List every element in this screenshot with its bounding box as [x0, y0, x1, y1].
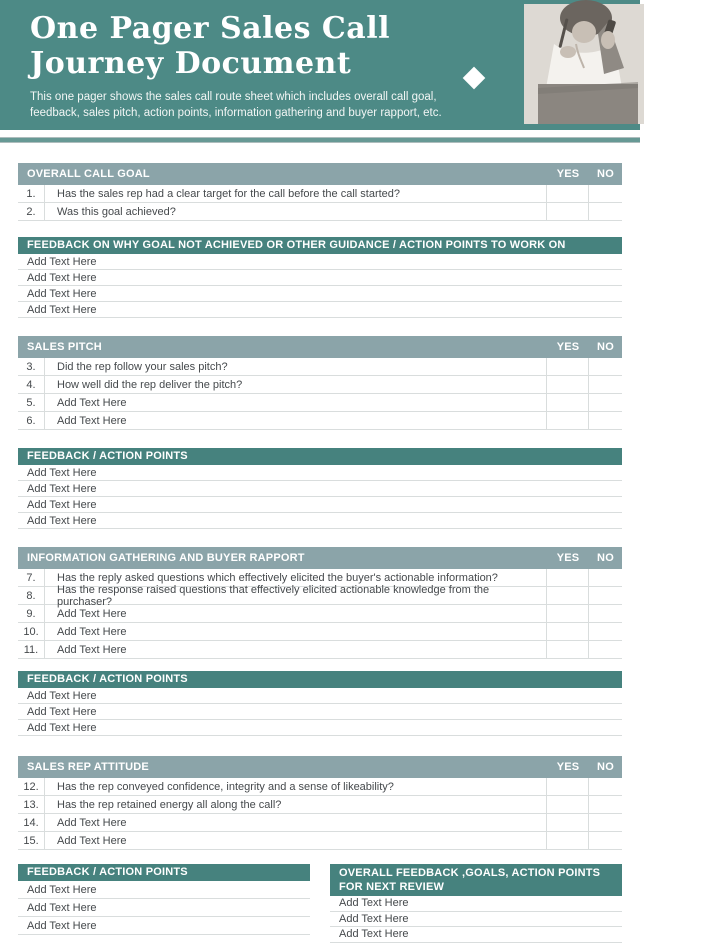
yes-column-header: YES: [556, 168, 580, 180]
no-cell[interactable]: [589, 587, 622, 604]
no-cell[interactable]: [589, 569, 622, 586]
section-title: SALES REP ATTITUDE: [27, 761, 149, 773]
yes-cell[interactable]: [547, 832, 589, 849]
section-sales-rep-attitude: [18, 756, 622, 850]
page-subtitle: This one pager shows the sales call route sheet which includes overall call goal, feedback, sales pitch, action points, information gathering and buyer rapport, etc.: [30, 91, 442, 119]
row-number: 5.: [18, 394, 45, 411]
yes-cell[interactable]: [547, 641, 589, 658]
row-number: 13.: [18, 796, 45, 813]
add-text-placeholder[interactable]: Add Text Here: [45, 641, 547, 658]
bottom-columns: [18, 864, 622, 943]
add-text-row[interactable]: Add Text Here: [18, 286, 622, 302]
row-number: 4.: [18, 376, 45, 393]
photo-diamond-frame: [525, 5, 644, 124]
section-info-feedback: [18, 671, 622, 736]
no-cell[interactable]: [589, 203, 622, 220]
no-column-header: NO: [597, 168, 614, 180]
yes-cell[interactable]: [547, 796, 589, 813]
yes-column-header: YES: [556, 552, 580, 564]
checklist-row: [18, 832, 622, 850]
section-header: FEEDBACK / ACTION POINTS: [18, 671, 622, 688]
add-text-row[interactable]: Add Text Here: [18, 465, 622, 481]
no-cell[interactable]: [589, 778, 622, 795]
yes-cell[interactable]: [547, 814, 589, 831]
no-cell[interactable]: [589, 394, 622, 411]
yes-cell[interactable]: [547, 778, 589, 795]
no-cell[interactable]: [589, 641, 622, 658]
yes-cell[interactable]: [547, 185, 589, 202]
add-text-row[interactable]: Add Text Here: [330, 912, 622, 928]
add-text-placeholder[interactable]: Add Text Here: [45, 832, 547, 849]
add-text-row[interactable]: Add Text Here: [18, 720, 622, 736]
page-title: [30, 12, 460, 81]
question-text: Was this goal achieved?: [45, 203, 547, 220]
checklist-row: [18, 814, 622, 832]
no-cell[interactable]: [589, 376, 622, 393]
question-text: Has the sales rep had a clear target for the call before the call started?: [45, 185, 547, 202]
add-text-row[interactable]: Add Text Here: [18, 497, 622, 513]
checklist-row: [18, 358, 622, 376]
yes-cell[interactable]: [547, 376, 589, 393]
add-text-placeholder[interactable]: Add Text Here: [45, 394, 547, 411]
row-number: 3.: [18, 358, 45, 375]
no-cell[interactable]: [589, 412, 622, 429]
checklist-row: [18, 583, 622, 608]
checklist-row: [18, 796, 622, 814]
add-text-placeholder[interactable]: Add Text Here: [45, 623, 547, 640]
question-text: Has the rep conveyed confidence, integrity and a sense of likeability?: [45, 778, 547, 795]
add-text-row[interactable]: Add Text Here: [18, 270, 622, 286]
add-text-row[interactable]: Add Text Here: [18, 917, 310, 935]
section-attitude-feedback: [18, 864, 310, 935]
add-text-row[interactable]: Add Text Here: [330, 927, 622, 943]
section-goal-feedback: [18, 237, 622, 318]
no-cell[interactable]: [589, 605, 622, 622]
row-number: 11.: [18, 641, 45, 658]
add-text-row[interactable]: Add Text Here: [18, 302, 622, 318]
yes-cell[interactable]: [547, 203, 589, 220]
row-number: 12.: [18, 778, 45, 795]
add-text-row[interactable]: Add Text Here: [18, 704, 622, 720]
section-header: [18, 336, 622, 358]
no-column-header: NO: [597, 552, 614, 564]
checklist-row: [18, 412, 622, 430]
checklist-row: [18, 394, 622, 412]
add-text-row[interactable]: Add Text Here: [330, 896, 622, 912]
checklist-row: [18, 778, 622, 796]
checklist-row: [18, 376, 622, 394]
no-column-header: NO: [597, 341, 614, 353]
no-cell[interactable]: [589, 185, 622, 202]
no-cell[interactable]: [589, 796, 622, 813]
row-number: 8.: [18, 587, 45, 604]
add-text-row[interactable]: Add Text Here: [18, 254, 622, 270]
question-text: Did the rep follow your sales pitch?: [45, 358, 547, 375]
yes-cell[interactable]: [547, 394, 589, 411]
yes-column-header: YES: [556, 761, 580, 773]
checklist-row: [18, 203, 622, 221]
section-header: [18, 756, 622, 778]
section-pitch-feedback: [18, 448, 622, 529]
add-text-row[interactable]: Add Text Here: [18, 481, 622, 497]
row-number: 14.: [18, 814, 45, 831]
section-information-gathering: [18, 547, 622, 659]
grayscale-photo-illustration: [524, 4, 644, 124]
section-title: OVERALL CALL GOAL: [27, 168, 150, 180]
yes-cell[interactable]: [547, 358, 589, 375]
banner-text-block: [30, 12, 460, 121]
section-sales-pitch: [18, 336, 622, 430]
section-header: [18, 547, 622, 569]
header-banner: [0, 0, 640, 130]
yes-cell[interactable]: [547, 569, 589, 586]
yes-cell[interactable]: [547, 623, 589, 640]
section-title: INFORMATION GATHERING AND BUYER RAPPORT: [27, 552, 305, 564]
yes-cell[interactable]: [547, 605, 589, 622]
section-title: SALES PITCH: [27, 341, 102, 353]
row-number: 1.: [18, 185, 45, 202]
person-on-phone-photo: [524, 4, 644, 124]
yes-column-header: YES: [556, 341, 580, 353]
section-header: [18, 163, 622, 185]
question-text: Has the reply asked questions which effectively elicited the buyer's actionable information?: [45, 569, 547, 586]
no-cell[interactable]: [589, 814, 622, 831]
row-number: 15.: [18, 832, 45, 849]
section-overall-call-goal: [18, 163, 622, 221]
checklist-row: [18, 185, 622, 203]
add-text-row[interactable]: Add Text Here: [18, 881, 310, 899]
page-title-line2: Journey Document: [30, 45, 352, 81]
row-number: 9.: [18, 605, 45, 622]
add-text-placeholder[interactable]: Add Text Here: [45, 412, 547, 429]
add-text-row[interactable]: Add Text Here: [18, 513, 622, 529]
section-header: OVERALL FEEDBACK ,GOALS, ACTION POINTS FOR NEXT REVIEW: [330, 864, 622, 896]
question-text: Has the response raised questions that effectively elicited actionable knowledge from the purchaser?: [45, 587, 547, 604]
no-cell[interactable]: [589, 623, 622, 640]
row-number: 10.: [18, 623, 45, 640]
no-cell[interactable]: [589, 832, 622, 849]
add-text-placeholder[interactable]: Add Text Here: [45, 814, 547, 831]
section-header: FEEDBACK / ACTION POINTS: [18, 448, 622, 465]
add-text-row[interactable]: Add Text Here: [18, 899, 310, 917]
yes-cell[interactable]: [547, 412, 589, 429]
row-number: 6.: [18, 412, 45, 429]
add-text-placeholder[interactable]: Add Text Here: [45, 605, 547, 622]
question-text: Has the rep retained energy all along the call?: [45, 796, 547, 813]
checklist-row: [18, 641, 622, 659]
decorative-diamond-graphic: [440, 0, 640, 140]
checklist-row: [18, 623, 622, 641]
no-cell[interactable]: [589, 358, 622, 375]
question-text: How well did the rep deliver the pitch?: [45, 376, 547, 393]
row-number: 7.: [18, 569, 45, 586]
yes-cell[interactable]: [547, 587, 589, 604]
row-number: 2.: [18, 203, 45, 220]
section-overall-review: [330, 864, 622, 943]
no-column-header: NO: [597, 761, 614, 773]
section-header: FEEDBACK / ACTION POINTS: [18, 864, 310, 881]
small-diamond-icon: [463, 67, 486, 90]
page-title-line1: One Pager Sales Call: [30, 11, 391, 46]
add-text-row[interactable]: Add Text Here: [18, 688, 622, 704]
checklist-row: [18, 605, 622, 623]
section-header: FEEDBACK ON WHY GOAL NOT ACHIEVED OR OTHER GUIDANCE / ACTION POINTS TO WORK ON: [18, 237, 622, 254]
document-body: [0, 163, 640, 943]
